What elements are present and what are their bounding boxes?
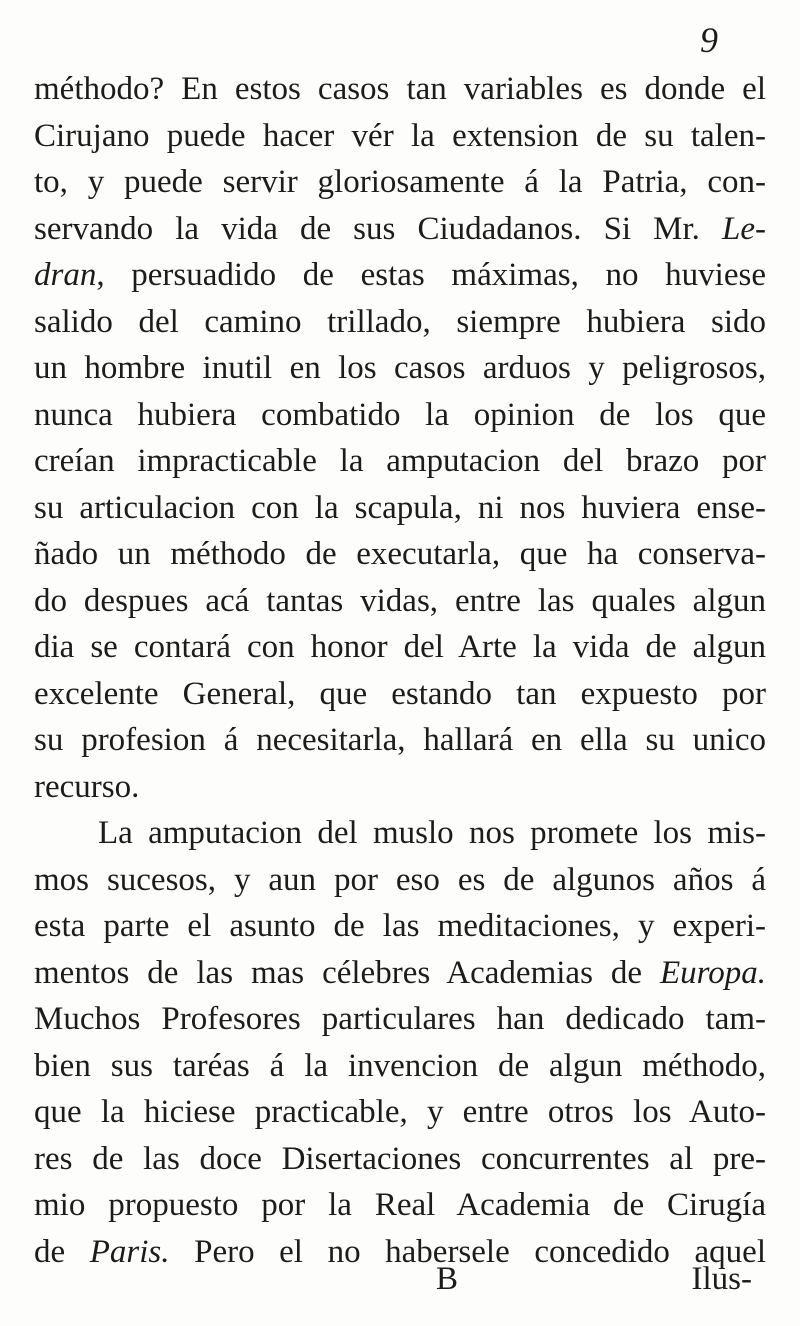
text-line xyxy=(34,1043,766,1090)
italic-text: dran xyxy=(34,257,97,293)
text-line xyxy=(34,392,766,439)
line-text: Pero el no habersele concedido aquel xyxy=(169,1233,766,1270)
line-text: salido del camino trillado, siempre hubiera sido xyxy=(34,303,766,340)
text-line xyxy=(34,764,766,811)
line-text: que la hiciese practicable, y entre otros los Auto- xyxy=(34,1094,766,1130)
line-text: Muchos Profesores particulares han dedicado tam- xyxy=(34,1001,766,1037)
line-text: un hombre inutil en los casos arduos y peligrosos, xyxy=(34,350,766,386)
text-line xyxy=(34,903,766,950)
line-text: servando la vida de sus Ciudadanos. Si Mr. xyxy=(34,210,722,247)
text-line xyxy=(34,531,766,578)
text-line xyxy=(34,717,766,764)
line-text: ñado un méthodo de executarla, que ha conserva- xyxy=(34,536,766,572)
italic-text: Paris. xyxy=(89,1233,170,1270)
line-text: La amputacion del muslo nos promete los mis- xyxy=(98,815,766,851)
line-text: mio propuesto por la Real Academia de Cirugía xyxy=(34,1187,766,1223)
text-line xyxy=(34,1182,766,1229)
line-text: bien sus taréas á la invencion de algun méthodo, xyxy=(34,1047,766,1084)
text-line xyxy=(34,345,766,392)
signature-mark: B xyxy=(436,1261,459,1297)
text-line xyxy=(34,578,766,625)
text-line xyxy=(34,66,766,113)
page-number: 9 xyxy=(700,20,718,60)
text-line xyxy=(34,159,766,206)
line-text: su articulacion con la scapula, ni nos huviera ense- xyxy=(34,489,766,526)
line-text: Cirujano puede hacer vér la extension de su talen- xyxy=(34,117,766,154)
text-line xyxy=(34,1136,766,1183)
line-text: creían impracticable la amputacion del brazo por xyxy=(34,443,766,479)
text-line xyxy=(34,810,766,857)
text-line xyxy=(34,671,766,718)
page-footer xyxy=(34,1256,766,1302)
text-line xyxy=(34,996,766,1043)
line-text: dia se contará con honor del Arte la vida de algun xyxy=(34,629,766,665)
catchword: Ilus- xyxy=(691,1261,752,1297)
italic-text: Europa. xyxy=(659,954,766,991)
text-line xyxy=(34,299,766,346)
text-line xyxy=(34,624,766,671)
body-text xyxy=(34,66,766,1275)
line-text: recurso. xyxy=(34,768,140,805)
line-text: de xyxy=(34,1233,90,1270)
text-line xyxy=(34,252,766,299)
line-text: méthodo? En estos casos tan variables es donde el xyxy=(34,71,766,107)
line-text: mos sucesos, y aun por eso es de algunos años á xyxy=(34,861,766,898)
text-line xyxy=(34,1089,766,1136)
text-line xyxy=(34,950,766,997)
line-text: to, y puede servir gloriosamente á la Patria, con- xyxy=(34,164,766,200)
text-line xyxy=(34,857,766,904)
line-text: excelente General, que estando tan expuesto por xyxy=(34,675,766,712)
text-line xyxy=(34,113,766,160)
line-text: mentos de las mas célebres Academias de xyxy=(34,954,660,991)
line-text: do despues acá tantas vidas, entre las quales algun xyxy=(34,582,766,619)
italic-text: Le- xyxy=(722,210,766,247)
line-text: , persuadido de estas máximas, no huviese xyxy=(96,257,766,293)
text-line xyxy=(34,206,766,253)
line-text: su profesion á necesitarla, hallará en ella su unico xyxy=(34,722,766,758)
line-text: nunca hubiera combatido la opinion de los que xyxy=(34,396,766,433)
line-text: res de las doce Disertaciones concurrentes al pre- xyxy=(34,1140,766,1177)
line-text: esta parte el asunto de las meditaciones, y experi- xyxy=(34,908,766,944)
text-line xyxy=(34,438,766,485)
text-line xyxy=(34,485,766,532)
